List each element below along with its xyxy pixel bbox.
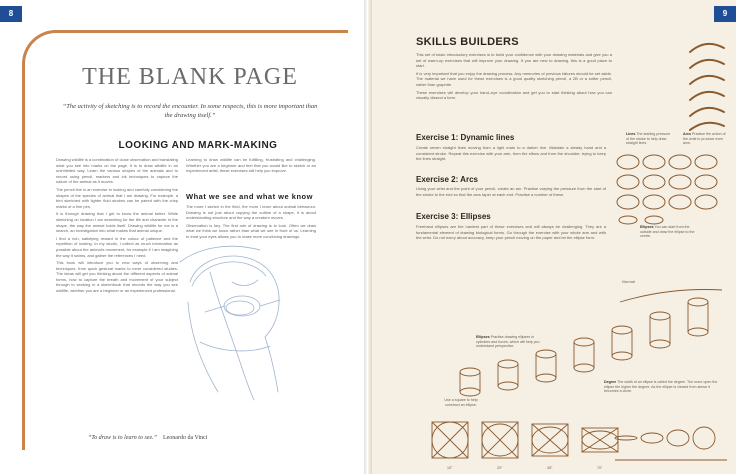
exercise-3-heading: Exercise 3: Ellipses — [416, 212, 491, 221]
paragraph: It is through drawing that I get to know the animal better. While sketching on location I am searching for the life and character in the shape, the way the animal holds itself. Drawing wildlife for me is a search, an investigation into what makes that animal unique. — [56, 211, 178, 234]
paragraph: The more I sketch in the field, the more I learn about animal behaviour. Drawing is not just about copying the outline of a shape, it is about understanding structure and the way a creature moves. — [186, 204, 316, 221]
paragraph: Learning to draw wildlife can be fulfilling, frustrating and challenging. Whether you are a beginner and feel that you would like to sketch or an experienced artist, these exercises will help you improve. — [186, 157, 316, 174]
arcs-illustration — [684, 36, 734, 132]
caption-degree-title: Degree — [604, 380, 617, 384]
page-number-right: 9 — [714, 6, 736, 22]
page-title: THE BLANK PAGE — [82, 64, 298, 90]
body-column-right-bottom — [186, 204, 316, 242]
caption-arcs-title: Arcs — [683, 132, 691, 136]
animal-sketch-illustration — [170, 242, 300, 402]
footer-quote-text: “To draw is to learn to see.” — [88, 435, 157, 441]
angle-label: 70° — [597, 466, 603, 470]
paragraph: I find a rich, satisfying reward in the colour of patience and the repetition of looking. In my studio, I collect as much information as possible about the animal's movement, for example if I am imagining the way it swims, and gather the references I need. — [56, 235, 178, 258]
caption-lines-text: The starting pressure of the stroke to help draw straight lines. — [626, 132, 671, 146]
boxed-ellipses-illustration — [428, 418, 628, 464]
angle-label: 45° — [547, 466, 553, 470]
paragraph: It is very important that you enjoy the drawing process. Any memories of previous failures should be set aside. The material we have used for these exercises is a good quality sketching pencil, a 2B or a softer pencil, rather than graphite. — [416, 70, 612, 87]
intro-text — [416, 52, 612, 103]
degree-ellipses-illustration — [612, 408, 730, 468]
caption-ellipse-rows-text: Practise drawing ellipses in cylinders and boxes, which will help you understand perspective. — [476, 335, 540, 349]
dynamic-lines-illustration — [620, 38, 680, 130]
body-column-left — [56, 157, 178, 427]
caption-ellipses-title: Ellipses — [640, 225, 654, 229]
exercise-3-body: Freehand ellipses are the hardest part of these exercises and will always be challenging. They are a fundamental element of drawing biological forms. Go through the exercise with your whole arm and with the wrist. Do not worry about accuracy, keep your pencil moving on the paper and let the ellipse form. — [416, 224, 606, 241]
paragraph: These exercises will develop your hand–eye coordination and get you to start thinking about how you can visually dissect a form. — [416, 89, 612, 101]
caption-degree-text: The width of an ellipse is called the degree. The more open the ellipse the higher the degree. As the ellipse is viewed from above it becomes a circle. — [604, 380, 718, 394]
caption-lines — [626, 132, 672, 146]
paragraph: Observation is key. The first rule of drawing is to look. Often we draw what we think we know rather than what we see in front of us. Learning to trust your eyes allows you to make more convincing drawings. — [186, 222, 316, 239]
right-page-title: SKILLS BUILDERS — [416, 36, 519, 48]
caption-ellipse-rows-title: Ellipses — [476, 335, 490, 339]
caption-arcs — [683, 132, 729, 146]
caption-lines-title: Lines — [626, 132, 636, 136]
body-column-right-top — [186, 157, 316, 176]
angle-label: 20° — [497, 466, 503, 470]
angle-label: 10° — [447, 466, 453, 470]
paragraph: This set of basic introductory exercises is to build your confidence with your drawing materials and give you a set of warm-up exercises that will improve your drawing. If you are new to drawing, this is a good place to start. — [416, 52, 612, 69]
book-gutter-shadow — [364, 0, 372, 474]
caption-degree — [604, 380, 720, 394]
caption-ellipse-rows — [476, 335, 546, 349]
section-heading: LOOKING AND MARK-MAKING — [118, 140, 278, 151]
epigraph-quote: “The activity of sketching is to record the encounter. In some respects, this is more important than the drawing itself.” — [62, 103, 318, 119]
paragraph: This book will introduce you to new ways of observing and techniques, from quick gestural marks to more considered studies. The ideas will get you thinking about the different aspects of animal forms, how to capture the breath and movement of your subject through to working in a sketchbook that records the way you see wildlife, whether you are a beginner or an experienced professional. — [56, 260, 178, 294]
label-normal: Normal — [622, 279, 635, 284]
caption-arcs-text: Practise the action of the wrist to produce even arcs. — [683, 132, 726, 146]
footer-quote-author: Leonardo da Vinci — [162, 435, 208, 441]
paragraph: The pencil line is an exercise in looking and carefully considering the shapes of the species of animal that I am drawing. For example, a bird sketched with lighter fluid strokes can be paired with the crisp marks of a fine pen. — [56, 186, 178, 209]
caption-ellipses — [640, 225, 696, 239]
exercise-2-body: Using your wrist and the point of your pencil, create an arc. Practise varying the pressure from the start of the stroke to the end so that the arcs taper at each end. Practise a number of these. — [416, 186, 606, 197]
exercise-2-heading: Exercise 2: Arcs — [416, 175, 478, 184]
paragraph: Drawing wildlife is a combination of close observation and translating what you see into marks on the page. It is to draw wildlife in an uninhibited way. Learn the various shapes of the animals and to record using pencil, markers and ink techniques to capture the nature of the animal as it moves. — [56, 157, 178, 185]
exercise-1-body: Create seven straight lines moving from a light mark to a darker line. Maintain a steady hand and a consistent stroke. Repeat this exercise with your arm, from the elbow and from the shoulder, trying to keep the lines straight. — [416, 145, 606, 162]
exercise-1-heading: Exercise 1: Dynamic lines — [416, 133, 515, 142]
caption-ellipses-text: You can start from the outside and draw the ellipse to the centre. — [640, 225, 695, 239]
ellipses-illustration — [614, 150, 730, 226]
page-number-left: 8 — [0, 6, 22, 22]
caption-reference: Use a square to help construct an ellipse. — [444, 398, 478, 407]
subheading: What we see and what we know — [186, 192, 313, 201]
closing-quote — [88, 435, 207, 441]
